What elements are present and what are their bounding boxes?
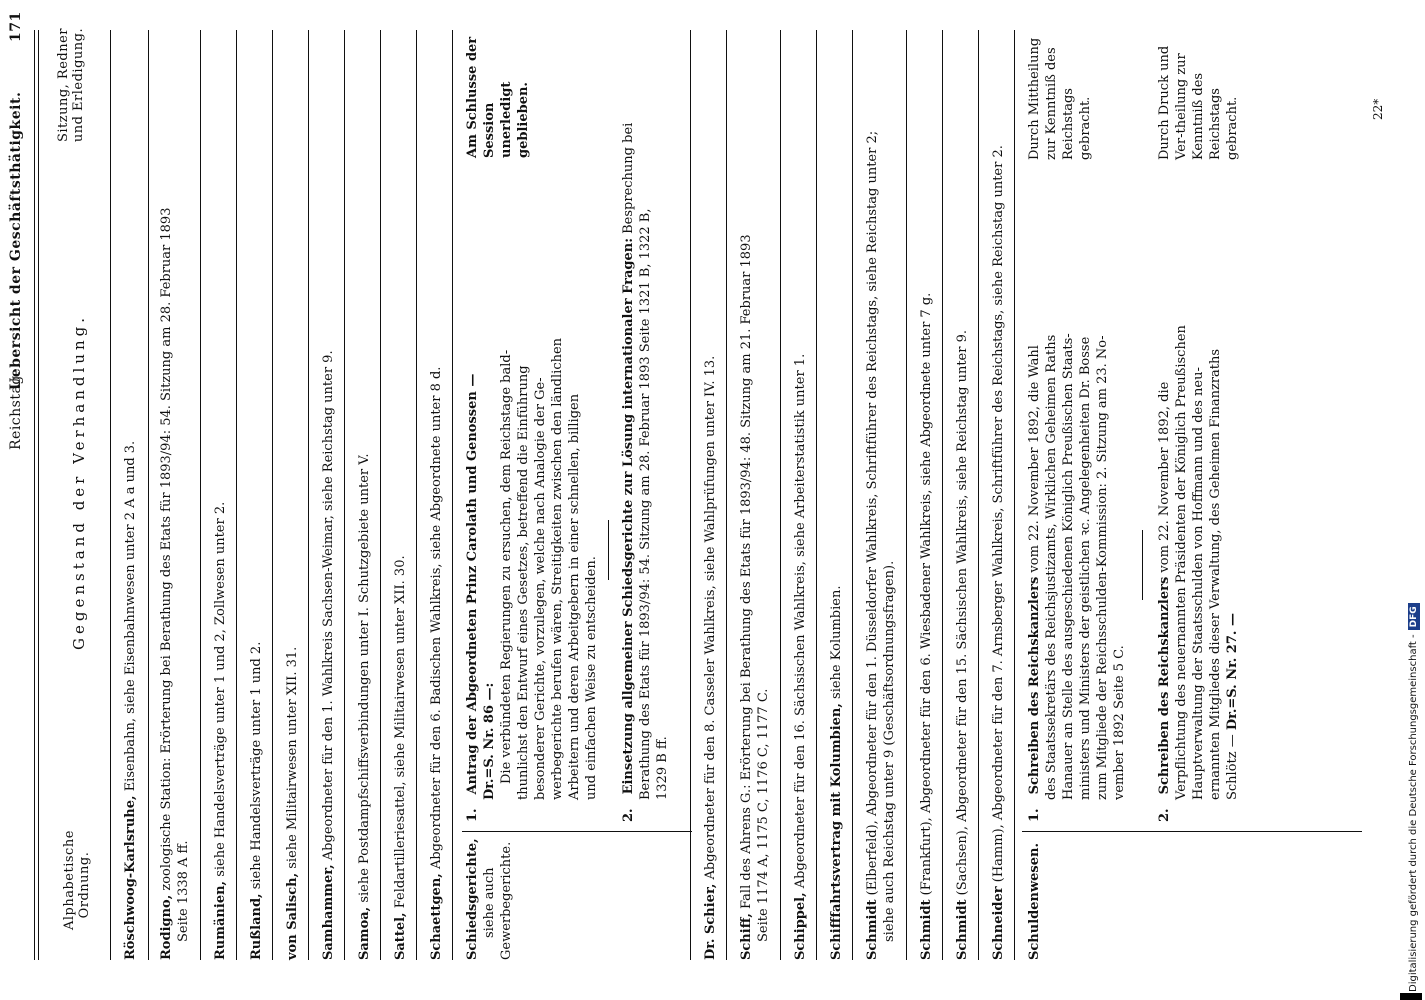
entry-text: zoologische Station: Erörterung bei Berathung des Etats für 1893/94: 54. Sitzung am 28. Februar 1893 — [159, 207, 174, 895]
entry-keyword: Schmidt — [919, 899, 934, 960]
schuldenwesen-item-1-line: Hanauer an Stelle des ausgeschiedenen Königlich Preußischen Staats- — [1061, 333, 1076, 800]
item-reference: Dr.=S. Nr. 86 —: — [482, 682, 497, 800]
entry-text: Fall des Ahrens G.: Erörterung bei Berathung des Etats für 1893/94: 48. Sitzung am 21. Februar 1893 — [739, 234, 754, 914]
entry-text: Abgeordneter für den 6. Badischen Wahlkreis, siehe Abgeordnete unter 8 d. — [429, 366, 444, 874]
column-header-subject: Gegenstand der Verhandlung. — [70, 314, 88, 650]
dfg-logo: DFG — [1408, 603, 1420, 630]
schuldenwesen-item-1-result: Durch Mittheilung zur Kenntniß des Reichstags gebracht. — [1027, 37, 1093, 160]
entry-rodigno — [158, 208, 175, 960]
header-rule-top — [34, 30, 35, 960]
entry-text: Abgeordneter für den 8. Casseler Wahlkreis, siehe Wahlprüfungen unter IV. 13. — [703, 355, 718, 884]
entry-schneider-hamm — [990, 145, 1007, 960]
entry-schifffahrtsvertrag — [828, 586, 845, 960]
item-title: Antrag der Abgeordneten Prinz Carolath und Genossen — — [465, 373, 480, 795]
signature-mark: 22* — [1371, 98, 1385, 120]
entry-text: siehe Militairwesen unter XII. 31. — [285, 646, 300, 873]
schiedsgerichte-item-1-ref — [481, 683, 498, 800]
entry-text: siehe auch Reichstag unter 9 (Geschäftsordnungsfragen). — [882, 560, 897, 942]
row-rule — [344, 30, 345, 960]
header-rule-top2 — [38, 30, 39, 960]
entry-rumaenien — [212, 502, 229, 960]
entry-schiedsgerichte-ref — [498, 842, 515, 960]
schiedsgerichte-item-1-line: thunlichst den Entwurf eines Gesetzes, betreffend die Einführung — [516, 365, 531, 800]
entry-roeschwoog — [122, 441, 139, 960]
entry-schmidt-elberfeld — [864, 131, 881, 960]
entry-text: Eisenbahn, siehe Eisenbahnwesen unter 2 A a und 3. — [123, 440, 138, 796]
entry-keyword: Schiff, — [739, 913, 754, 960]
digitization-credit — [1408, 603, 1420, 992]
schiedsgerichte-item-2-line: 1329 B ff. — [655, 736, 670, 800]
row-rule — [416, 30, 417, 960]
entry-keyword: Rodigno, — [159, 894, 174, 960]
item-text: vom 22. November 1892, die Wahl — [1027, 345, 1042, 577]
schiedsgerichte-item-1-line: Die verbündeten Regierungen zu ersuchen, dem Reichstage bald- — [499, 349, 514, 784]
entry-schiff — [738, 234, 755, 960]
entry-text: siehe Handelsverträge unter 1 und 2, Zollwesen unter 2. — [213, 501, 228, 881]
entry-text: siehe Handelsverträge unter 1 und 2. — [249, 641, 264, 894]
page-title: Uebersicht der Geschäftsthätigkeit. — [8, 91, 24, 390]
entry-text: Gewerbegerichte. — [499, 841, 514, 960]
entry-text: (Sachsen), Abgeordneter für den 15. Sächsischen Wahlkreis, siehe Reichstag unter 9. — [955, 330, 970, 900]
entry-keyword: Schneider — [991, 886, 1006, 960]
entry-von-salisch — [284, 647, 301, 960]
row-rule — [236, 30, 237, 960]
entry-text: siehe auch — [482, 867, 497, 938]
schuldenwesen-item-2-line: Hauptverwaltung der Staatsschulden von Hoffmann und des neu- — [1191, 367, 1206, 800]
row-rule — [942, 30, 943, 960]
schiedsgerichte-item-1 — [464, 374, 481, 822]
schiedsgerichte-item-1-line: werbegerichte berufen wären, Streitigkeiten zwischen den ländlichen — [550, 337, 565, 800]
row-rule — [978, 30, 979, 960]
entry-text: (Hamm), Abgeordneter für den 7. Arnsberger Wahlkreis, Schriftführer des Reichstags, siehe Reichstag unter 2. — [991, 145, 1006, 887]
schuldenwesen-item-2 — [1156, 382, 1173, 822]
row-rule — [1014, 30, 1015, 960]
item-title: Schreiben des Reichskanzlers — [1157, 576, 1172, 795]
item-separator — [608, 520, 609, 580]
schuldenwesen-item-1 — [1026, 345, 1043, 822]
item-separator — [1142, 530, 1143, 600]
entry-schaettgen — [428, 367, 445, 960]
entry-text: Seite 1338 A ff. — [176, 840, 191, 942]
entry-keyword: Dr. Schier, — [703, 883, 718, 960]
entry-schuldenwesen-keyword — [1026, 843, 1043, 960]
schuldenwesen-item-1-line: vember 1892 Seite 5 C. — [1112, 645, 1127, 800]
row-rule — [148, 30, 149, 960]
item-reference: Dr.=S. Nr. 27. — — [1225, 613, 1240, 731]
row-rule — [690, 30, 691, 960]
schiedsgerichte-item-1-result: Am Schlusse der Session unerledigt geblieben. — [465, 36, 531, 158]
entry-sattel — [392, 555, 409, 960]
schiedsgerichte-item-1-line: besonderer Gerichte, vorzulegen, welche nach Analogie der Ge- — [533, 377, 548, 800]
item-text: Schlötz — — [1225, 734, 1240, 800]
entry-text: Feldartilleriesattel, siehe Militairwesen unter XII. 30. — [393, 555, 408, 913]
entry-keyword: Schiedsgerichte, — [465, 838, 480, 960]
entry-keyword: Röschwoog-Karlsruhe, — [123, 795, 138, 960]
entry-keyword: Schmidt — [865, 899, 880, 960]
item-number: 2. — [621, 808, 636, 822]
item-text: vom 22. November 1892, die — [1157, 381, 1172, 577]
header-rule-bottom — [110, 30, 111, 960]
entry-text: Abgeordneter für den 1. Wahlkreis Sachsen-Weimar, siehe Reichstag unter 9. — [321, 350, 336, 865]
scan-corner-mark — [1400, 993, 1422, 1000]
schiedsgerichte-item-2-line: Berathung des Etats für 1893/94: 54. Sitzung am 28. Februar 1893 Seite 1321 B, 1322 B, — [638, 208, 653, 800]
item-text: Besprechung bei — [621, 122, 636, 238]
item-number: 1. — [465, 808, 480, 822]
header-top-label: Reichstag. — [8, 370, 24, 450]
entry-text: siehe Kolumbien. — [829, 585, 844, 704]
entry-samoa — [356, 453, 373, 960]
subcolumn-rule — [462, 831, 692, 832]
page-number: 171 — [8, 11, 24, 42]
schiedsgerichte-item-2 — [620, 123, 637, 822]
credit-text: Digitalisierung gefördert durch die Deutsche Forschungsgemeinschaft - — [1408, 634, 1419, 992]
schiedsgerichte-item-1-line: Arbeitern und deren Arbeitgebern in einer schnellen, billigen — [567, 393, 582, 800]
entry-text: Seite 1174 A, 1175 C, 1176 C, 1177 C. — [756, 688, 771, 942]
row-rule — [816, 30, 817, 960]
item-number: 1. — [1027, 808, 1042, 822]
entry-keyword: von Salisch, — [285, 872, 300, 960]
row-rule — [780, 30, 781, 960]
schuldenwesen-item-2-line — [1224, 613, 1241, 800]
entry-samhammer — [320, 350, 337, 960]
entry-keyword: Schifffahrtsvertrag mit Kolumbien, — [829, 703, 844, 960]
entry-text: (Elberfeld), Abgeordneter für den 1. Düsseldorfer Wahlkreis, Schriftführer des Reichstags, siehe Reichstag unter 2; — [865, 130, 880, 900]
entry-keyword: Rumänien, — [213, 880, 228, 960]
row-rule — [852, 30, 853, 960]
item-number: 2. — [1157, 808, 1172, 822]
schiedsgerichte-item-1-line: und einfachen Weise zu entscheiden. — [584, 556, 599, 800]
entry-rodigno-cont — [175, 841, 192, 942]
entry-schiedsgerichte-see-also — [481, 868, 498, 939]
entry-keyword: Schuldenwesen. — [1027, 843, 1042, 960]
schuldenwesen-item-2-result: Durch Druck und Ver-theilung zur Kenntniß des Reichstags gebracht. — [1157, 45, 1240, 160]
entry-schmidt-sachsen — [954, 330, 971, 960]
subcolumn-rule — [1022, 831, 1362, 832]
entry-russland — [248, 642, 265, 960]
entry-keyword: Samoa, — [357, 906, 372, 960]
schuldenwesen-item-2-line: Verpflichtung des neuernannten Präsidenten der Königlich Preußischen — [1174, 325, 1189, 800]
entry-keyword: Schmidt — [955, 899, 970, 960]
item-title: Einsetzung allgemeiner Schiedsgerichte zur Lösung internationaler Fragen: — [621, 238, 636, 795]
row-rule — [906, 30, 907, 960]
row-rule — [200, 30, 201, 960]
entry-schmidt-elberfeld-cont — [881, 561, 898, 942]
entry-schmidt-frankfurt — [918, 293, 935, 960]
entry-schiff-cont — [755, 689, 772, 942]
entry-text: (Frankfurt), Abgeordneter für den 6. Wiesbadener Wahlkreis, siehe Abgeordnete unter 7 g. — [919, 292, 934, 900]
schuldenwesen-item-1-line: ministers und Ministers der geistlichen ꝛc. Angelegenheiten Dr. Bosse — [1078, 336, 1093, 800]
row-rule — [272, 30, 273, 960]
entry-schiedsgerichte-keyword — [464, 838, 481, 960]
entry-text: siehe Postdampfschiffsverbindungen unter I. Schutzgebiete unter V. — [357, 453, 372, 907]
row-rule — [452, 30, 453, 960]
entry-text: Abgeordneter für den 16. Sächsischen Wahlkreis, siehe Arbeiterstatistik unter 1. — [793, 353, 808, 893]
row-rule — [308, 30, 309, 960]
column-header-alphabetical: Alphabetische Ordnung. — [62, 830, 92, 930]
schuldenwesen-item-1-line: des Staatssekretärs des Reichsjustizamts, Wirklichen Geheimen Raths — [1044, 334, 1059, 800]
row-rule — [726, 30, 727, 960]
entry-keyword: Samhammer, — [321, 864, 336, 960]
schuldenwesen-item-2-line: ernannten Mitgliedes dieser Verwaltung, des Geheimen Finanzraths — [1208, 348, 1223, 800]
entry-keyword: Schippel, — [793, 892, 808, 960]
schuldenwesen-item-1-line: zum Mitgliede der Reichsschulden-Kommission: 2. Sitzung am 23. No- — [1095, 335, 1110, 800]
entry-keyword: Schaettgen, — [429, 873, 444, 960]
entry-keyword: Sattel, — [393, 912, 408, 960]
entry-schippel — [792, 354, 809, 960]
entry-dr-schier — [702, 356, 719, 960]
row-rule — [380, 30, 381, 960]
item-title: Schreiben des Reichskanzlers — [1027, 576, 1042, 795]
column-header-session: Sitzung, Redner und Erledigung. — [56, 27, 86, 143]
entry-keyword: Rußland, — [249, 893, 264, 960]
